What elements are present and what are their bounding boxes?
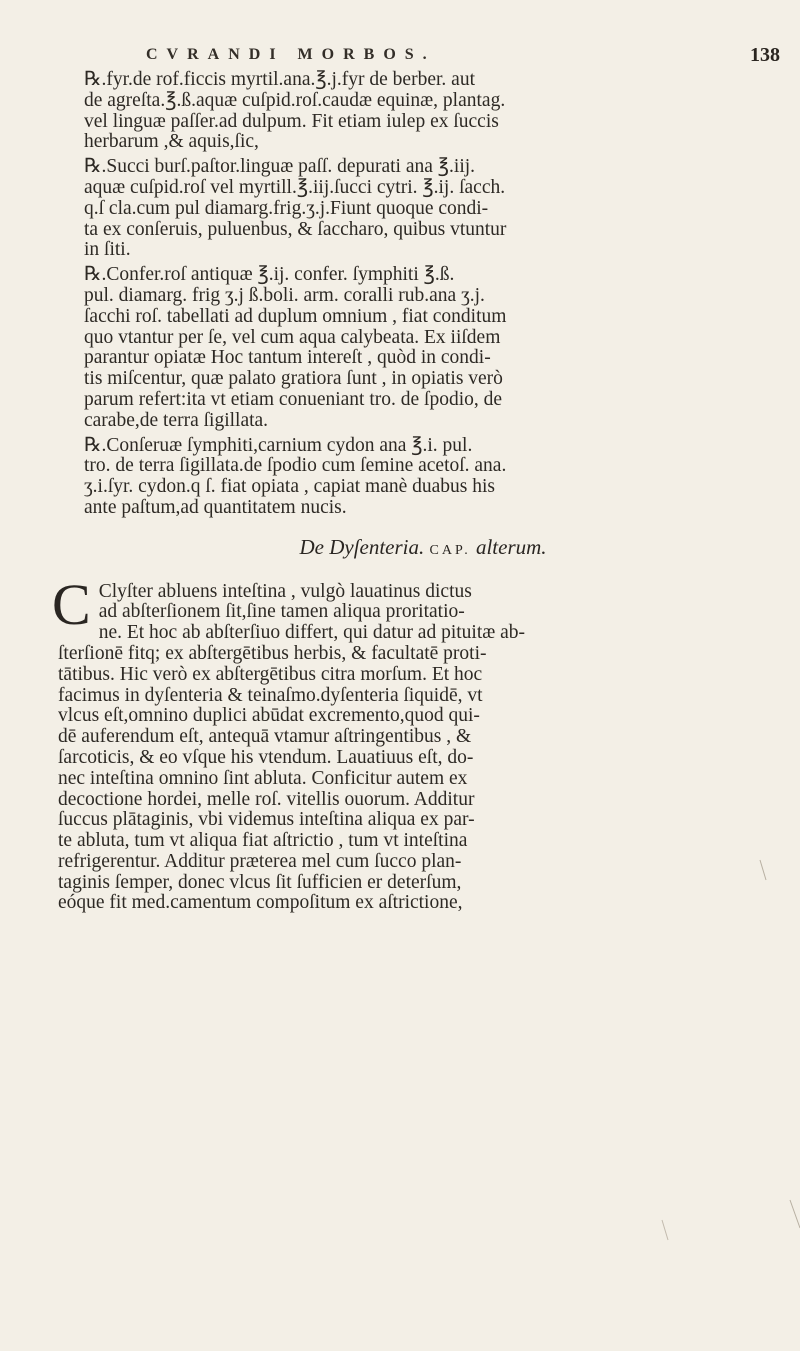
text-line: in ſiti. — [84, 239, 131, 261]
text-line: ſterſionē fitq; ex abſtergētibus herbis, & facultatē proti- — [58, 642, 487, 664]
text-line: decoctione hordei, melle roſ. vitellis ouorum. Additur — [58, 788, 475, 810]
text-line: ne. Et hoc ab abſterſiuo differt, qui datur ad pituitæ ab- — [98, 622, 526, 644]
chapter-label: CAP. — [429, 542, 471, 558]
main-text — [52, 69, 788, 914]
text-line: ℞.Succi burſ.paſtor.linguæ paſſ. depurati ana ℥.iij. — [84, 156, 476, 178]
text-line: herbarum ,& aquis,ſic, — [84, 131, 259, 153]
text-line: ℞.Conſeruæ ſymphiti,carnium cydon ana ℥.i. pul. — [84, 434, 473, 456]
text-line: ad abſterſionem ſit,ſine tamen aliqua proritatio- — [98, 601, 465, 623]
running-title: CVRANDI MORBOS. — [146, 46, 436, 63]
margin-scratch — [662, 1220, 668, 1240]
recipe-paragraph-3 — [58, 265, 788, 431]
drop-cap: C — [52, 571, 91, 637]
chapter-number: alterum. — [475, 534, 547, 559]
text-line: pul. diamarg. frig ʒ.j ß.boli. arm. coralli rub.ana ʒ.j. — [84, 284, 485, 306]
recipe-paragraph-1 — [58, 70, 788, 153]
text-line: q.ſ cla.cum pul diamarg.frig.ʒ.j.Fiunt quoque condi- — [84, 197, 489, 219]
text-line: tātibus. Hic verò ex abſtergētibus citra morſum. Et hoc — [58, 663, 483, 685]
text-line: vlcus eſt,omnino duplici abūdat excremento,quod qui- — [58, 705, 480, 727]
text-line: taginis ſemper, donec vlcus ſit ſufficien er deterſum, — [58, 871, 462, 893]
text-line: ta ex conſeruis, puluenbus, & ſaccharo, quibus vtuntur — [84, 218, 507, 240]
text-line: dē auferendum eſt, antequā vtamur aſtringentibus , & — [58, 726, 472, 748]
text-line: ante paſtum,ad quantitatem nucis. — [84, 496, 347, 518]
text-line: te abluta, tum vt aliqua fiat aſtrictio , tum vt inteſtina — [58, 830, 468, 852]
text-line: refrigerentur. Additur præterea mel cum ſucco plan- — [58, 850, 462, 872]
text-line: ſacchi roſ. tabellati ad duplum omnium , fiat conditum — [84, 305, 507, 327]
text-line: ℞.Confer.roſ antiquæ ℥.ij. confer. ſymphiti ℥.ß. — [84, 264, 455, 286]
text-line: de agreſta.℥.ß.aquæ cuſpid.roſ.caudæ equinæ, plantag. — [84, 89, 506, 111]
text-line: parantur opiatæ Hoc tantum intereſt , quòd in condi- — [84, 347, 491, 369]
text-line: Clyſter abluens inteſtina , vulgò lauatinus dictus — [98, 580, 472, 602]
text-line: quo vtantur per ſe, vel cum aqua calybeata. Ex iiſdem — [84, 326, 501, 348]
dysentery-paragraph — [52, 571, 788, 915]
text-line: aquæ cuſpid.roſ vel myrtill.℥.iij.ſucci cytri. ℥.ij. ſacch. — [84, 176, 506, 198]
text-line: ſuccus plātaginis, vbi videmus inteſtina aliqua ex par- — [58, 809, 475, 831]
text-line: tis miſcentur, quæ palato gratiora ſunt , in opiatis verò — [84, 368, 503, 390]
text-line: tro. de terra ſigillata.de ſpodio cum ſemine acetoſ. ana. — [84, 455, 507, 477]
text-line: ʒ.i.ſyr. cydon.q ſ. fiat opiata , capiat manè duabus his — [84, 476, 496, 498]
text-line: ſarcoticis, & eo vſque his vtendum. Lauatiuus eſt, do- — [58, 746, 474, 768]
margin-scratch — [790, 1200, 800, 1228]
section-title: De Dyſenteria. — [299, 534, 425, 559]
text-line: nec inteſtina omnino ſint abluta. Conficitur autem ex — [58, 767, 468, 789]
text-line: carabe,de terra ſigillata. — [84, 409, 269, 431]
recipe-paragraph-2 — [58, 157, 788, 261]
recipe-paragraph-4 — [58, 436, 788, 519]
text-line: ℞.fyr.de rof.ficcis myrtil.ana.℥.j.fyr de berber. aut — [84, 69, 475, 90]
text-line: facimus in dyſenteria & teinaſmo.dyſenteria ſiquidē, vt — [58, 684, 483, 706]
text-line: vel linguæ paſſer.ad dulpum. Fit etiam iulep ex ſuccis — [84, 110, 499, 132]
text-line: parum refert:ita vt etiam conueniant tro. de ſpodio, de — [84, 388, 503, 410]
page-number: 138 — [750, 44, 780, 66]
section-heading — [58, 534, 788, 562]
text-line: eóque fit med.camentum compoſitum ex aſtrictione, — [58, 892, 463, 914]
